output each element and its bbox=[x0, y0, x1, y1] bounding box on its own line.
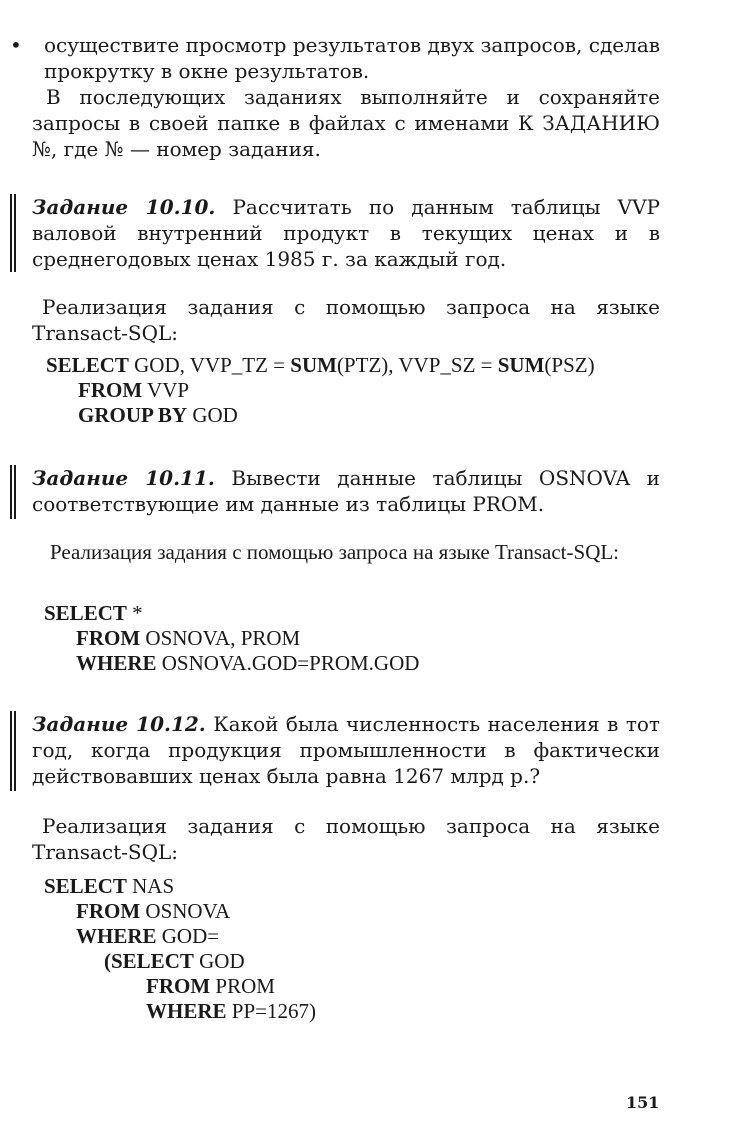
sql-line: GROUP BY GOD bbox=[78, 403, 238, 427]
sql-line: FROM OSNOVA, PROM bbox=[76, 626, 301, 650]
sql-line: WHERE PP=1267) bbox=[146, 999, 316, 1023]
task-label: Задание 10.12. bbox=[32, 712, 206, 736]
task-text bbox=[32, 465, 660, 517]
task-text bbox=[32, 711, 660, 789]
sql-line: WHERE OSNOVA.GOD=PROM.GOD bbox=[76, 651, 420, 675]
task-10-11 bbox=[10, 465, 660, 519]
sql-line: FROM VVP bbox=[78, 378, 190, 402]
page-number: 151 bbox=[626, 1093, 660, 1112]
intro-paragraph: В последующих заданиях выполняйте и сохраняйте запросы в своей папке в файлах с именами К ЗАДАНИЮ №, где № — номер задания. bbox=[32, 85, 660, 161]
task-description: Рассчитать по данным таблицы VVP валовой внутренний продукт в текущих ценах и в среднегодовых ценах 1985 г. за каждый год. bbox=[32, 195, 660, 271]
task-bar bbox=[10, 465, 16, 519]
task-bar bbox=[10, 711, 16, 791]
task-label: Задание 10.11. bbox=[32, 466, 215, 490]
sql-line: SELECT NAS bbox=[44, 874, 175, 898]
implementation-note: Реализация задания с помощью запроса на языке Transact-SQL: bbox=[32, 814, 660, 864]
task-text bbox=[32, 194, 660, 272]
task-bar bbox=[10, 194, 16, 272]
implementation-note: Реализация задания с помощью запроса на языке Transact-SQL: bbox=[50, 540, 620, 564]
task-10-10 bbox=[10, 194, 660, 272]
sql-line: SELECT * bbox=[44, 601, 143, 625]
bullet-mark: • bbox=[10, 33, 22, 57]
implementation-note: Реализация задания с помощью запроса на языке Transact-SQL: bbox=[32, 295, 660, 345]
sql-line: SELECT GOD, VVP_TZ = SUM(PTZ), VVP_SZ = SUM(PSZ) bbox=[46, 353, 595, 377]
sql-line: (SELECT GOD bbox=[104, 949, 245, 973]
bullet-text: осуществите просмотр результатов двух запросов, сделав прокрутку в окне результатов. bbox=[44, 33, 660, 83]
task-description: Какой была численность населения в тот год, когда продукция промышленности в фактически действовавших ценах была равна 1267 млрд р.? bbox=[32, 712, 660, 788]
sql-line: FROM OSNOVA bbox=[76, 899, 231, 923]
task-label: Задание 10.10. bbox=[32, 195, 216, 219]
sql-line: FROM PROM bbox=[146, 974, 275, 998]
sql-line: WHERE GOD= bbox=[76, 924, 220, 948]
task-10-12 bbox=[10, 711, 660, 791]
task-description: Вывести данные таблицы OSNOVA и соответствующие им данные из таблицы PROM. bbox=[32, 466, 660, 516]
